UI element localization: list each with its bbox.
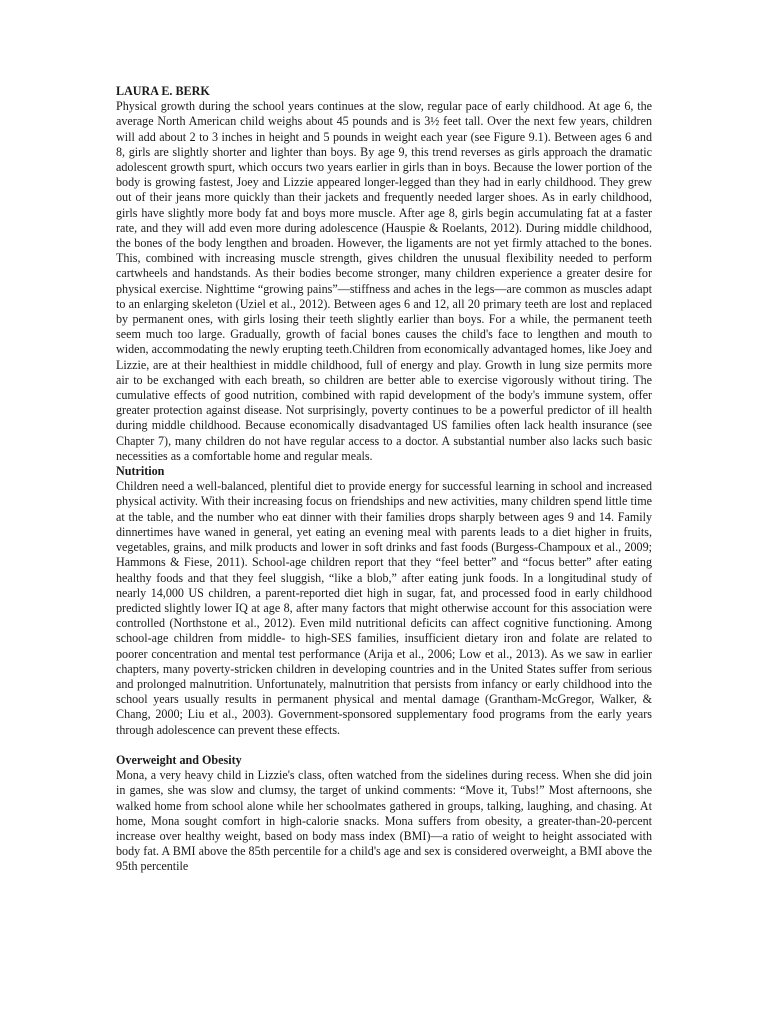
section-heading-overweight: Overweight and Obesity xyxy=(116,752,242,767)
body-paragraph-nutrition: Children need a well-balanced, plentiful diet to provide energy for successful learning in school and increased physical activity. With their increasing focus on friendships and new activities, many children spend little time at the table, and the number who eat dinner with their families drops sharply between ages 9 and 14. Family dinnertimes have waned in general, yet eating an evening meal with parents leads to a diet higher in fruits, vegetables, grains, and milk products and lower in soft drinks and fast foods (Burgess-Champoux et al., 2009; Hammons & Fiese, 2011). School-age children report that they “feel better” and “focus better” after eating healthy foods and that they feel sluggish, “like a blob,” after eating junk foods. In a longitudinal study of nearly 14,000 US children, a parent-reported diet high in sugar, fat, and processed food in early childhood predicted slightly lower IQ at age 8, after many factors that might otherwise account for this association were controlled (Northstone et al., 2012). Even mild nutritional deficits can affect cognitive functioning. Among school-age children from middle- to high-SES families, insufficient dietary iron and folate are related to poorer concentration and mental test performance (Arija et al., 2006; Low et al., 2013). As we saw in earlier chapters, many poverty-stricken children in developing countries and in the United States suffer from serious and prolonged malnutrition. Unfortunately, malnutrition that persists from infancy or early childhood into the school years usually results in permanent physical and mental damage (Grantham-McGregor, Walker, & Chang, 2000; Liu et al., 2003). Government-sponsored supplementary food programs from the early years through adolescence can prevent these effects. xyxy=(116,479,652,737)
body-paragraph-physical-growth: Physical growth during the school years continues at the slow, regular pace of early childhood. At age 6, the average North American child weighs about 45 pounds and is 3½ feet tall. Over the next few years, children will add about 2 to 3 inches in height and 5 pounds in weight each year (see Figure 9.1). Between ages 6 and 8, girls are slightly shorter and lighter than boys. By age 9, this trend reverses as girls approach the dramatic adolescent growth spurt, which occurs two years earlier in girls than in boys. Because the lower portion of the body is growing fastest, Joey and Lizzie appeared longer-legged than they had in early childhood. They grew out of their jeans more quickly than their jackets and frequently needed larger shoes. As in early childhood, girls have slightly more body fat and boys more muscle. After age 8, girls begin accumulating fat at a faster rate, and they will add even more during adolescence (Hauspie & Roelants, 2012). During middle childhood, the bones of the body lengthen and broaden. However, the ligaments are not yet firmly attached to the bones. This, combined with increasing muscle strength, gives children the unusual flexibility needed to perform cartwheels and handstands. As their bodies become stronger, many children experience a greater desire for physical exercise. Nighttime “growing pains”—stiffness and aches in the legs—are common as muscles adapt to an enlarging skeleton (Uziel et al., 2012). Between ages 6 and 12, all 20 primary teeth are lost and replaced by permanent ones, with girls losing their teeth slightly earlier than boys. For a while, the permanent teeth seem much too large. Gradually, growth of facial bones causes the child's face to lengthen and mouth to widen, accommodating the newly erupting teeth.Children from economically advantaged homes, like Joey and Lizzie, are at their healthiest in middle childhood, full of energy and play. Growth in lung size permits more air to be exchanged with each breath, so children are better able to exercise vigorously without tiring. The cumulative effects of good nutrition, combined with rapid development of the body's immune system, offer greater protection against disease. Not surprisingly, poverty continues to be a powerful predictor of ill health during middle childhood. Because economically disadvantaged US families often lack health insurance (see Chapter 7), many children do not have regular access to a doctor. A substantial number also lacks such basic necessities as a comfortable home and regular meals. xyxy=(116,99,652,463)
document-page xyxy=(116,84,652,875)
section-heading-nutrition: Nutrition xyxy=(116,464,165,479)
author-name: LAURA E. BERK xyxy=(116,84,210,98)
paragraph-spacer xyxy=(116,738,652,753)
body-paragraph-overweight: Mona, a very heavy child in Lizzie's class, often watched from the sidelines during recess. When she did join in games, she was slow and clumsy, the target of unkind comments: “Move it, Tubs!” Most afternoons, she walked home from school alone while her schoolmates gathered in groups, talking, laughing, and chasing. At home, Mona sought comfort in high-calorie snacks. Mona suffers from obesity, a greater-than-20-percent increase over healthy weight, based on body mass index (BMI)—a ratio of weight to height associated with body fat. A BMI above the 85th percentile for a child's age and sex is considered overweight, a BMI above the 95th percentile xyxy=(116,768,652,874)
